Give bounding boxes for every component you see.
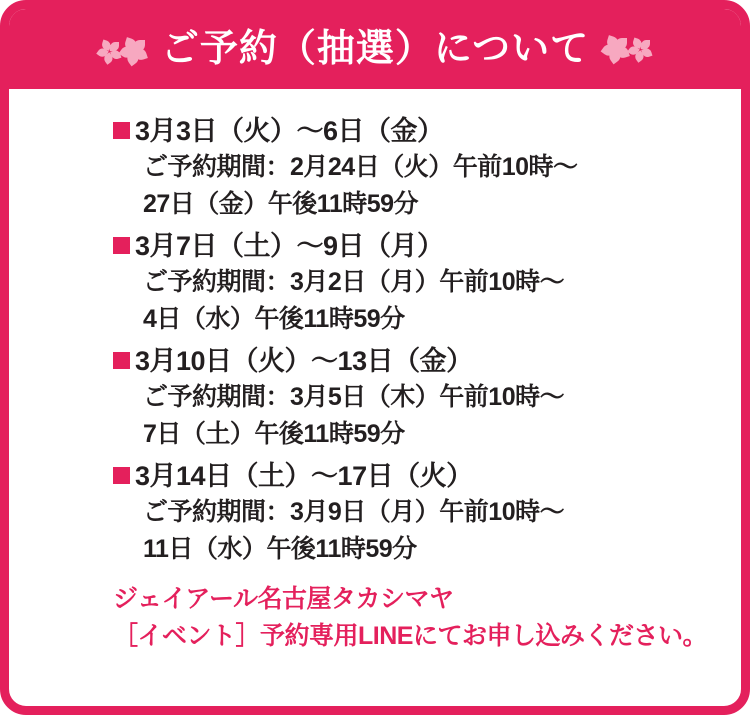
schedule-list — [9, 113, 741, 567]
footer-note — [9, 581, 741, 656]
list-item — [9, 228, 741, 337]
card-body — [9, 89, 741, 656]
list-item — [9, 343, 741, 452]
cherry-blossom-icon-right — [603, 36, 649, 62]
schedule-title — [9, 113, 741, 149]
application-instruction: ［イベント］予約専用LINEにてお申し込みください。 — [113, 622, 707, 651]
schedule-title-text: 3月10日（火）〜13日（金） — [135, 345, 473, 376]
schedule-title — [9, 228, 741, 264]
schedule-title — [9, 343, 741, 379]
schedule-detail-line: ご予約期間：3月9日（月）午前10時〜 — [143, 498, 565, 527]
cherry-blossom-icon-left — [101, 38, 147, 64]
schedule-detail-line: 11日（水）午後11時59分 — [143, 534, 417, 563]
schedule-detail-line: 27日（金）午後11時59分 — [143, 189, 419, 218]
square-bullet-icon — [113, 237, 130, 254]
list-item — [9, 458, 741, 567]
schedule-title — [9, 458, 741, 494]
schedule-detail-line: 4日（水）午後11時59分 — [143, 304, 405, 333]
schedule-detail-line: ご予約期間：3月5日（木）午前10時〜 — [143, 383, 565, 412]
square-bullet-icon — [113, 467, 130, 484]
square-bullet-icon — [113, 352, 130, 369]
schedule-detail-line: 7日（土）午後11時59分 — [143, 419, 405, 448]
schedule-detail-line: ご予約期間：3月2日（月）午前10時〜 — [143, 268, 565, 297]
card-header — [9, 9, 741, 89]
list-item — [9, 113, 741, 222]
schedule-title-text: 3月14日（土）〜17日（火） — [135, 460, 473, 491]
schedule-title-text: 3月3日（火）〜6日（金） — [135, 116, 444, 146]
store-name: ジェイアール名古屋タカシマヤ — [113, 584, 454, 613]
schedule-detail-line: ご予約期間：2月24日（火）午前10時〜 — [143, 153, 578, 182]
square-bullet-icon — [113, 122, 130, 139]
schedule-title-text: 3月7日（土）〜9日（月） — [135, 230, 444, 261]
page-title: ご予約（抽選）について — [160, 28, 590, 70]
